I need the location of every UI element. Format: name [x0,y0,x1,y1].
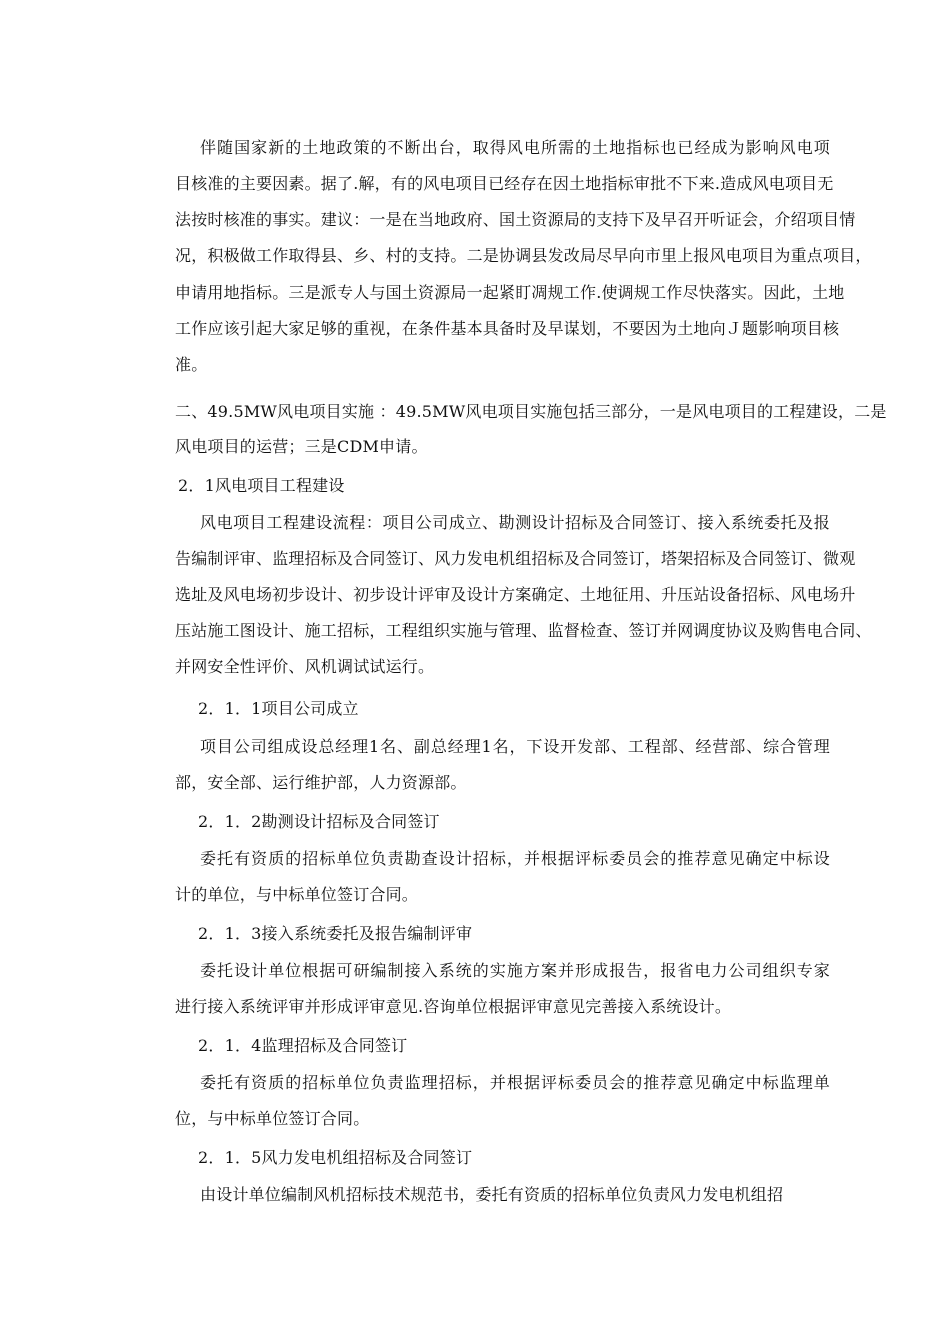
subsection-heading: 2．1．1项目公司成立 [198,699,359,718]
paragraph-line: 委托有资质的招标单位负责勘查设计招标，并根据评标委员会的推荐意见确定中标设 [200,849,830,868]
paragraph-line: 委托设计单位根据可研编制接入系统的实施方案并形成报告，报省电力公司组织专家 [200,961,830,980]
paragraph-line: 法按时核准的事实。建议：一是在当地政府、国土资源局的支持下及早召开听证会，介绍项目情 [175,210,856,229]
paragraph-line: 并网安全性评价、风机调试试运行。 [175,657,435,676]
paragraph-line: 目核准的主要因素。据了.解，有的风电项目已经存在因土地指标审批不下来.造成风电项目无 [175,174,834,193]
subsection-heading: 2．1．3接入系统委托及报告编制评审 [198,924,473,943]
subsection-heading: 2．1．4监理招标及合同签订 [198,1036,408,1055]
paragraph-line: 位，与中标单位签订合同。 [175,1109,370,1128]
paragraph-line: 委托有资质的招标单位负责监理招标，并根据评标委员会的推荐意见确定中标监理单 [200,1073,830,1092]
paragraph-line: 风电项目的运营；三是CDM申请。 [175,437,428,456]
paragraph-line: 风电项目工程建设流程：项目公司成立、勘测设计招标及合同签订、接入系统委托及报 [200,513,830,532]
paragraph-line: 准。 [175,355,208,374]
paragraph-line: 伴随国家新的土地政策的不断出台，取得风电所需的土地指标也已经成为影响风电项 [200,138,830,157]
paragraph-line: 压站施工图设计、施工招标，工程组织实施与管理、监督检查、签订并网调度协议及购售电合同、 [175,621,872,640]
subsection-heading: 2．1风电项目工程建设 [178,476,345,495]
section-heading-line: 二、49.5MW风电项目实施 ：49.5MW风电项目实施包括三部分，一是风电项目的工程建设，二是 [175,402,887,421]
paragraph-line: 部，安全部、运行维护部，人力资源部。 [175,773,467,792]
paragraph-line: 申请用地指标。三是派专人与国土资源局一起紧盯凋规工作.使调规工作尽快落实。因此，土地 [175,283,845,302]
subsection-heading: 2．1．5风力发电机组招标及合同签订 [198,1148,473,1167]
paragraph-line: 项目公司组成设总经理1名、副总经理1名，下设开发部、工程部、经营部、综合管理 [200,737,830,756]
subsection-heading: 2．1．2勘测设计招标及合同签订 [198,812,440,831]
paragraph-line: 选址及风电场初步设计、初步设计评审及设计方案确定、土地征用、升压站设备招标、风电场升 [175,585,856,604]
paragraph-line: 工作应该引起大家足够的重视，在条件基本具备时及早谋划，不要因为土地向Ｊ题影响项目核 [175,319,840,338]
paragraph-line: 况，积极做工作取得县、乡、村的支持。二是协调县发改局尽早向市里上报风电项目为重点项目， [175,246,872,265]
paragraph-line: 告编制评审、监理招标及合同签订、风力发电机组招标及合同签订，塔架招标及合同签订、微观 [175,549,856,568]
paragraph-line: 计的单位，与中标单位签订合同。 [175,885,419,904]
paragraph-line: 由设计单位编制风机招标技术规范书，委托有资质的招标单位负责风力发电机组招 [200,1185,784,1204]
paragraph-line: 进行接入系统评审并形成评审意见.咨询单位根据评审意见完善接入系统设计。 [175,997,732,1016]
